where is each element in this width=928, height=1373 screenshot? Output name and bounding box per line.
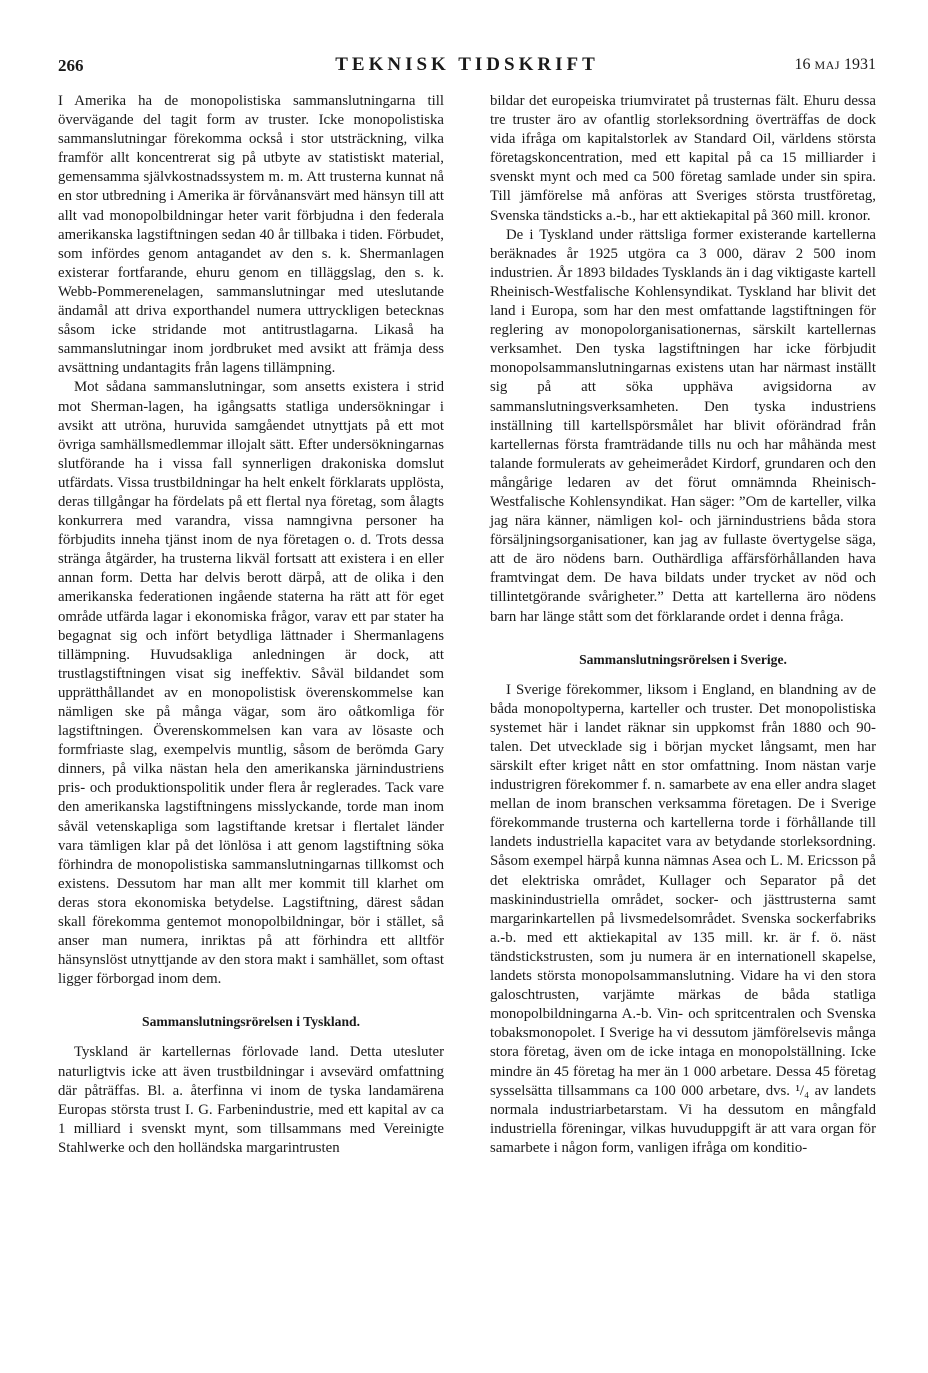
paragraph: Mot sådana sammanslutningar, som ansetts existera i strid mot Sherman-lagen, ha igångsatts statliga undersökningar i avsikt att utröna, huruvida samgåendet utnyttjats på ett mot övriga samhällsmedlemmar illojalt sätt. Efter undersökningarnas slutförande ha i vissa fall synnerligen drakoniska domslut utfärdats. Vissa trustbildningar ha helt enkelt förklarats upplösta, deras tillgångar ha fördelats på ett flertal nya företag, som ålagts konkurrera med varandra, vissa namngivna personer ha förbjudits inneha tjänst inom de nya företagen o. d. Trots dessa stränga åtgärder, ha trusterna likväl fortsatt att existera i en eller annan form. Detta har delvis berott därpå, att de olika i den amerikanska federationen ingående staterna ha rätt att för eget område utfärda lagar i ekonomiska frågor, varav ett par stater ha begagnat sig och infört betydliga lättnader i Shermanlagens tillämpning. Huvudsakliga anledningen är dock, att trustlagstiftningen visat sig ineffektiv. Såväl bildandet som upprätthållandet av en monopolistisk överenskommelse kan nämligen ske på många vägar, som äro oåtkomliga för lagstiftningen. Överenskommelsen kan vara av lösaste och formfriaste slag, exempelvis muntlig, såsom de berömda Gary dinners, på vilka nästan hela den amerikanska järnindustriens pris- och produktionspolitik under flera år reglerades. Tack vare den amerikanska lagstiftningens misslyckande, torde man inom såväl vetenskapliga som lagstiftande kretsar i flertalet länder vara tämligen klar på det lönlösa i att genom lagstiftning söka förhindra de monopolistiska sammanslutningarnas tillkomst och existens. Dessutom har man allt mer kommit till klarhet om deras stora ekonomiska betydelse. Lagstiftning, därest sådan skall förekomma gentemot monopolbildningar, bör i stället, så anser man numera, inriktas på att förhindra ett alltför hänsynslöst utnyttjande av den stora makt i samhället, som oftast ligger förborgad inom dem. (58, 379, 444, 988)
paragraph: Tyskland är kartellernas förlovade land. Detta utesluter naturligtvis icke att även trustbildningar i avsevärd omfattning där påträffas. Bl. a. återfinna vi inom de tyska landamärena Europas största trust I. G. Farbenindustrie, med ett kapital av ca 1 milliard i svenskt mynt, som tillsammans med Vereinigte Stahlwerke och den holländska margarintrusten (58, 1044, 444, 1156)
paragraph: De i Tyskland under rättsliga former existerande kartellerna beräknades år 1925 utgöra ca 3 000, därav 2 500 inom industrien. År 1893 bildades Tysklands än i dag viktigaste kartell Rheinisch-Westfalische Kohlensyndikat. Tyskland har blivit det land i Europa, som har den mest omfattande lagstiftningen för reglering av monopolorganisationernas, särskilt kartellernas verksamhet. Den tyska lagstiftningen har icke förbjudit monopolsammanslutningarnas existens utan har närmast inställt sig på att söka upphäva avigsidorna av sammanslutningsverksamheten. Den tyska industriens inställning till kartellspörsmålet har blivit oförändrad från kartellernas första framträdande tills nu och har måhända mest talande formulerats av geheimerådet Kirdorf, grundaren och den mångårige ledaren av det förut omnämnda Rheinisch-Westfalische Kohlensyndikat. Han säger: ”Om de karteller, vilka jag nära känner, nämligen kol- och järnindustriens båda stora försäljningsorganisationer, kan jag av fullaste övertygelse säga, att de äro nödens barn. Outhärdliga affärsförhållanden hava framtvingat dem. De hava bildats under trycket av nöd och tillintetgörande svårigheter.” Detta att kartellerna äro nödens barn har länge stått som det förklarande ordet i denna fråga. (490, 226, 876, 625)
paragraph: bildar det europeiska triumviratet på trusternas fält. Ehuru dessa tre truster äro av ofantlig storleksordning överträffas de dock vida ifråga om kapitalstorlek av Standard Oil, världens största företagskoncentration, med ett kapital på ca 15 milliarder i svenskt mynt och med ca 500 företag samlade under sin spira. Till jämförelse må anföras att Sveriges största trustföretag, Svenska tändsticks a.-b., har ett aktiekapital på 360 mill. kronor. (490, 93, 876, 224)
right-column (490, 92, 876, 1158)
paragraph: I Amerika ha de monopolistiska sammanslutningarna till övervägande del tagit form av truster. Icke monopolistiska sammanslutningar förekomma också i stor utsträckning, vilka framför allt koncentrerat sig på utbyte av statistiskt material, gemensamma självkostnadssystem m. m. Att trusterna kunnat nå en stor utbredning i Amerika är förvånansvärt med hänsyn till att allt vad monopolbildningar heter varit förbjudna i den federala amerikanska lagstiftningen sedan 40 år tillbaka i tiden. Förbudet, som infördes genom antagandet av den s. k. Shermanlagen existerar fortfarande, ehuru genom en tilläggslag, den s. k. Webb-Pommerenelagen, sammanslutningar med uteslutande ändamål att driva exporthandel numera uttryckligen betecknas såsom icke stridande mot antitrustlagarna. Likaså ha sammanslutningar inom jordbruket med avsikt att främja dess avsättning undantagits från lagens tillämpning. (58, 93, 444, 377)
issue-date (794, 56, 876, 74)
section-heading-tyskland: Sammanslutningsrörelsen i Tyskland. (142, 1014, 360, 1030)
issue-month: MAJ (814, 58, 840, 72)
section-heading-sverige: Sammanslutningsrörelsen i Sverige. (579, 651, 787, 667)
page-header (58, 52, 876, 78)
issue-day: 16 (794, 56, 811, 73)
left-column (58, 92, 444, 1158)
journal-title: TEKNISK TIDSKRIFT (335, 54, 599, 75)
paragraph: I Sverige förekommer, liksom i England, en blandning av de båda monopoltyperna, karteller och truster. Det monopolistiska systemet här i landet räknar sin uppkomst från 1880 och 90-talen. Det utvecklade sig i början mycket långsamt, men har särskilt efter kriget nått en stor omfattning. Inom nästan varje industrigren förekommer f. n. samarbete av ena eller andra slaget mellan de inom branschen verksamma företagen. De i Sverige förekommande trusterna och kartellerna torde i förhållande till landets industriella kapacitet vara av betydande storleksordning. Såsom exempel härpå kunna nämnas Asea och L. M. Ericsson på det elektriska området, Kullager och Separator på det maskinindustriella området, socker- och jästtrusterna samt margarinkartellen på livsmedelsområdet. Svenska sockerfabriks a.-b. med ett aktiekapital av 135 mill. kr. är f. ö. näst tändstickstrusten, som ju numera är en internationell skapelse, landets största monopolsammanslutning. Vidare ha vi den stora galoschtrusten, varjämte märkas de båda statliga monopolbildningarna A.-b. Vin- och spritcentralen och Svenska tobaksmonopolet. I Sverige ha vi dessutom jämförelsevis många stora företag, även om de icke intaga en monopolställning. Icke mindre än 45 företag ha mer än 1 000 arbetare. Dessa 45 företag sysselsätta tillsammans ca 100 000 arbetare, dvs. ¹/₄ av landets normala industriarbetarstam. Vi ha dessutom en mångfald industriella föreningar, vilkas huvuduppgift är att vara organ för samarbete i någon form, vanligen ifråga om konditio- (490, 681, 876, 1156)
issue-year: 1931 (844, 56, 876, 73)
page-number: 266 (58, 56, 84, 75)
